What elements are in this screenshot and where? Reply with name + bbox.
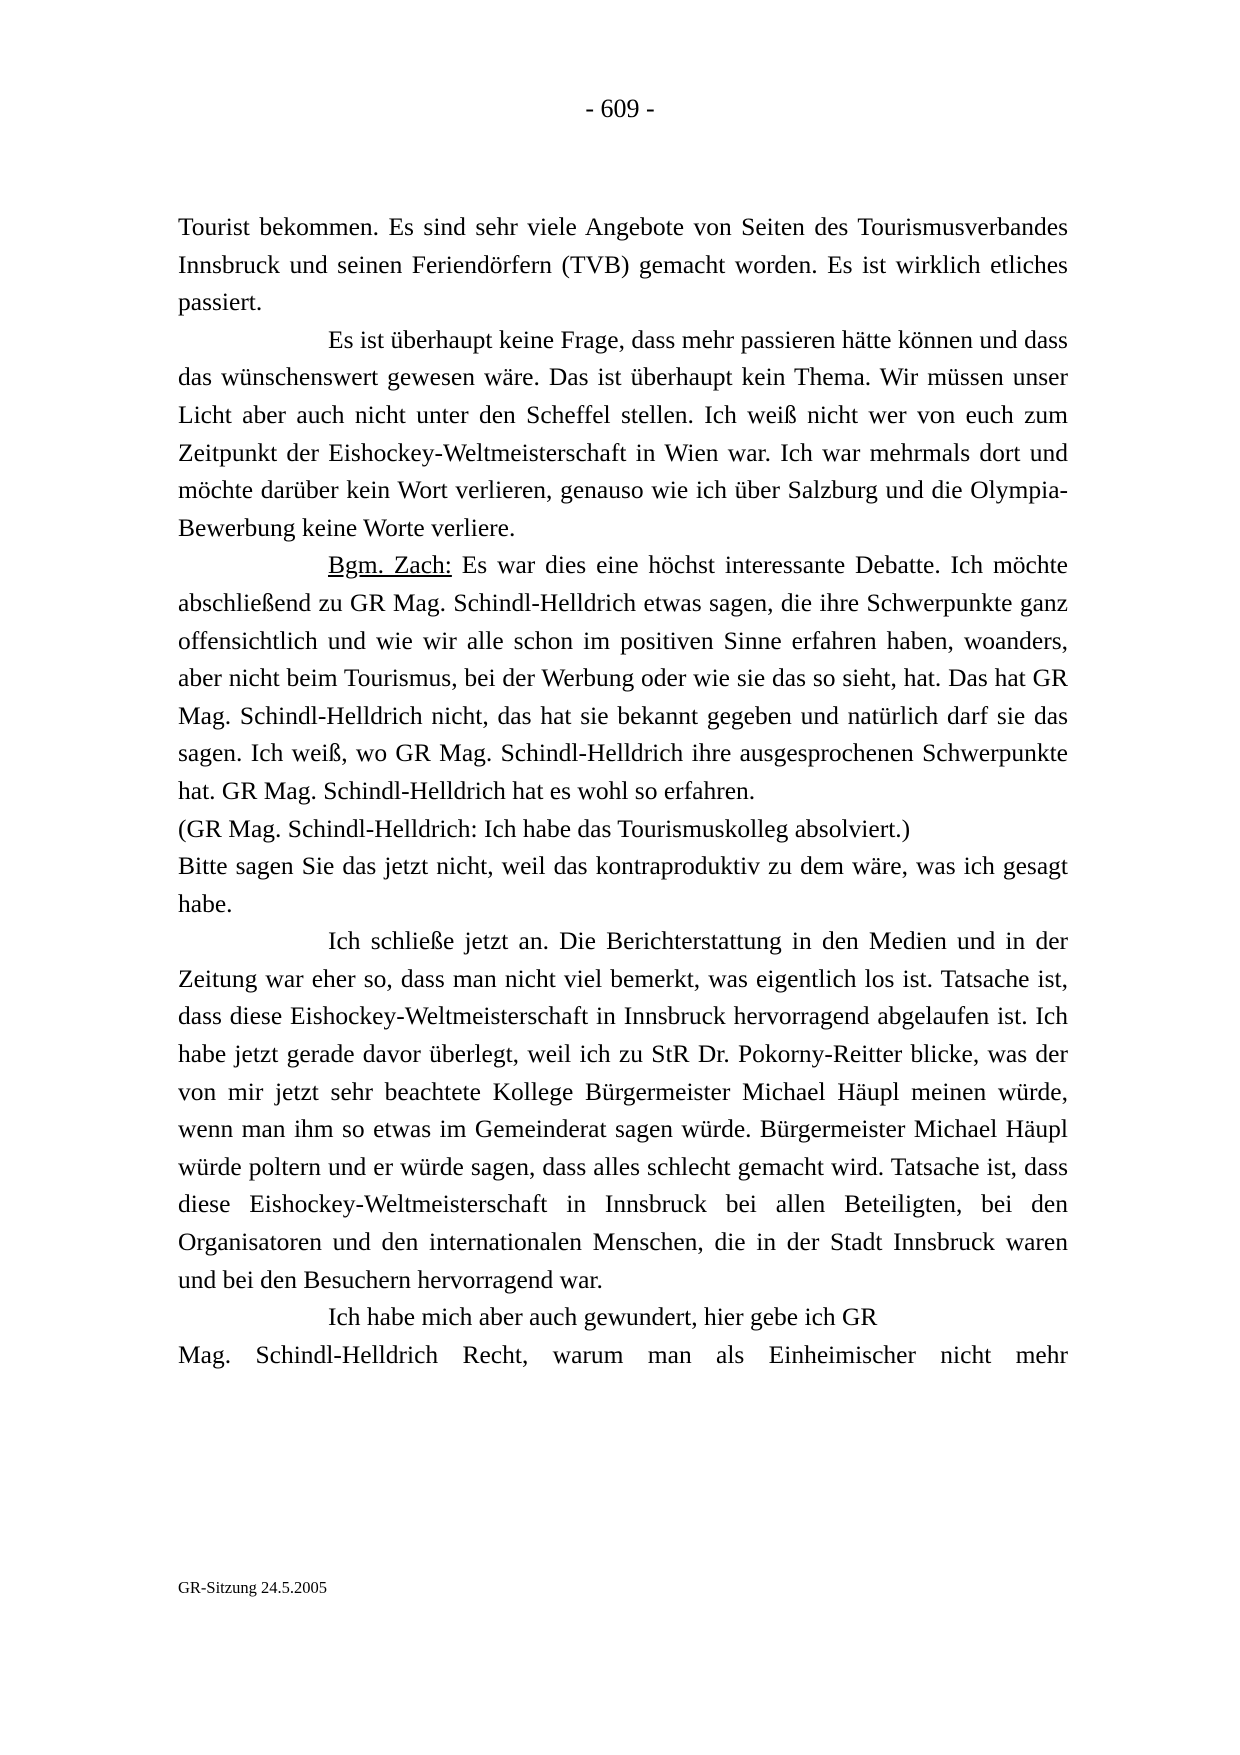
paragraph-interjection: (GR Mag. Schindl-Helldrich: Ich habe das Tourismuskolleg absolviert.) <box>178 813 911 843</box>
paragraph-frage: Es ist überhaupt keine Frage, dass mehr passieren hätte können und dass das wünschenswert gewesen wäre. Das ist überhaupt kein Thema. Wir müssen unser Licht aber auch nicht unter den Scheffel stellen. Ich weiß nicht wer von euch zum Zeitpunkt der Eishockey-Weltmeisterschaft in Wien war. Ich war mehrmals dort und möchte darüber kein Wort verlieren, genauso wie ich über Salzburg und die Olympia-Bewerbung keine Worte verliere. <box>178 324 1068 542</box>
document-body <box>178 208 1068 1373</box>
paragraph-berichterstattung: Ich schließe jetzt an. Die Berichterstattung in den Medien und in der Zeitung war eher so, dass man nicht viel bemerkt, was eigentlich los ist. Tatsache ist, dass diese Eishockey-Weltmeisterschaft in Innsbruck hervorragend abgelaufen ist. Ich habe jetzt gerade davor überlegt, weil ich zu StR Dr. Pokorny-Reitter blicke, was der von mir jetzt sehr beachtete Kollege Bürgermeister Michael Häupl meinen würde, wenn man ihm so etwas im Gemeinderat sagen würde. Bürgermeister Michael Häupl würde poltern und er würde sagen, dass alles schlecht gemacht wird. Tatsache ist, dass diese Eishockey-Weltmeisterschaft in Innsbruck bei allen Beteiligten, bei den Organisatoren und den internationalen Menschen, die in der Stadt Innsbruck waren und bei den Besuchern hervorragend war. <box>178 926 1068 1294</box>
paragraph-gewundert-line1: Ich habe mich aber auch gewundert, hier gebe ich GR <box>328 1302 878 1332</box>
paragraph-bitte: Bitte sagen Sie das jetzt nicht, weil das kontraproduktiv zu dem wäre, was ich gesagt habe. <box>178 851 1068 918</box>
paragraph-gewundert-line2: Mag. Schindl-Helldrich Recht, warum man als Einheimischer nicht mehr <box>178 1339 1068 1369</box>
footer-session-date: GR-Sitzung 24.5.2005 <box>178 1578 327 1597</box>
speaker-statement: Es war dies eine höchst interessante Debatte. Ich möchte abschließend zu GR Mag. Schindl-Helldrich etwas sagen, die ihre Schwerpunkte ganz offensichtlich und wie wir alle schon im positiven Sinne erfahren haben, woanders, aber nicht beim Tourismus, bei der Werbung oder wie sie das so sieht, hat. Das hat GR Mag. Schindl-Helldrich nicht, das hat sie bekannt gegeben und natürlich darf sie das sagen. Ich weiß, wo GR Mag. Schindl-Helldrich ihre ausgesprochenen Schwerpunkte hat. GR Mag. Schindl-Helldrich hat es wohl so erfahren. <box>178 550 1069 805</box>
paragraph-gewundert <box>178 1298 1068 1373</box>
page-number: - 609 - <box>585 94 655 123</box>
paragraph-bgm-zach <box>178 546 1068 809</box>
paragraph-continuation: Tourist bekommen. Es sind sehr viele Angebote von Seiten des Tourismusverbandes Innsbruck und seinen Feriendörfern (TVB) gemacht worden. Es ist wirklich etliches passiert. <box>178 212 1068 317</box>
speaker-label: Bgm. Zach: <box>328 550 452 580</box>
